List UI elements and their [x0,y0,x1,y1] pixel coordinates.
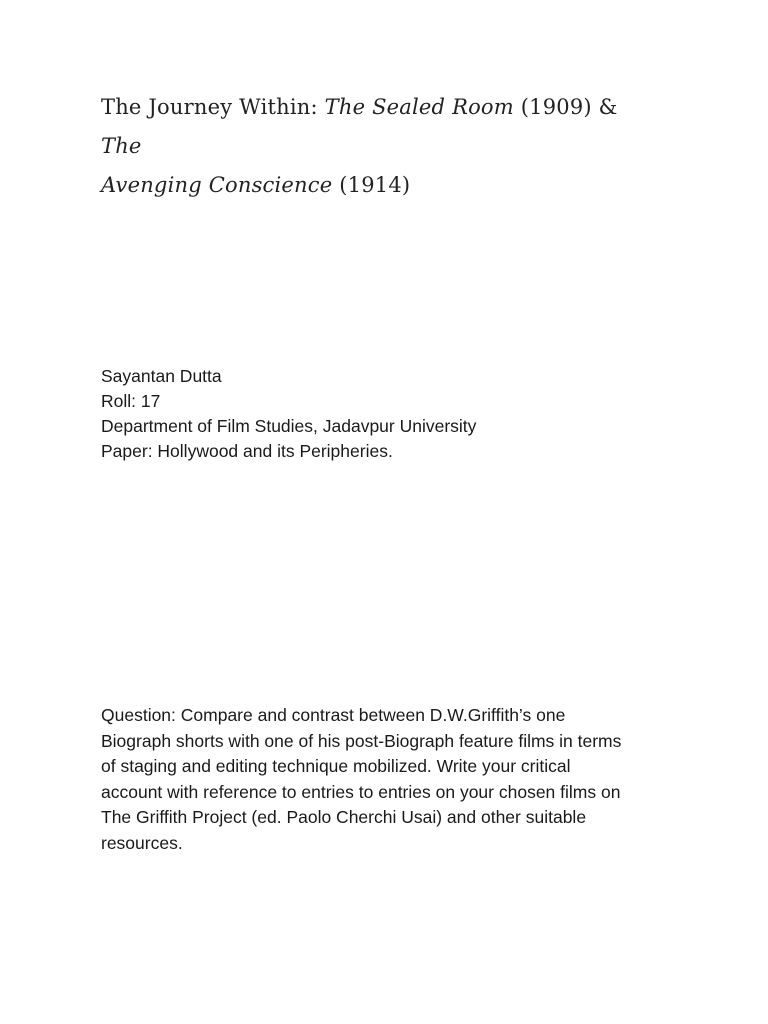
question-line: account with reference to entries to entries on your chosen films on [101,781,621,802]
title-film-avenging-conscience: Avenging Conscience [101,173,333,197]
author-paper: Paper: Hollywood and its Peripheries. [101,441,393,461]
author-roll: Roll: 17 [101,391,161,411]
question-line: Question: Compare and contrast between D.W.Griffith’s one [101,705,566,725]
question-line: resources. [101,832,183,853]
author-name: Sayantan Dutta [101,366,222,386]
author-block [101,364,701,464]
question-line: of staging and editing technique mobilized. Write your critical [101,756,571,776]
title-film-sealed-room: The Sealed Room [324,95,514,119]
title-film-the: The [101,134,142,158]
question-paragraph [101,703,691,856]
author-department: Department of Film Studies, Jadavpur University [101,416,477,436]
question-line: The Griffith Project (ed. Paolo Cherchi Usai) and other suitable [101,807,587,827]
title-prefix: The Journey Within: [101,95,325,119]
question-line: Biograph shorts with one of his post-Biograph feature films in terms [101,730,622,751]
title-year-1909: (1909) & [513,95,618,119]
title-year-1914: (1914) [332,173,411,197]
document-title [101,88,661,205]
